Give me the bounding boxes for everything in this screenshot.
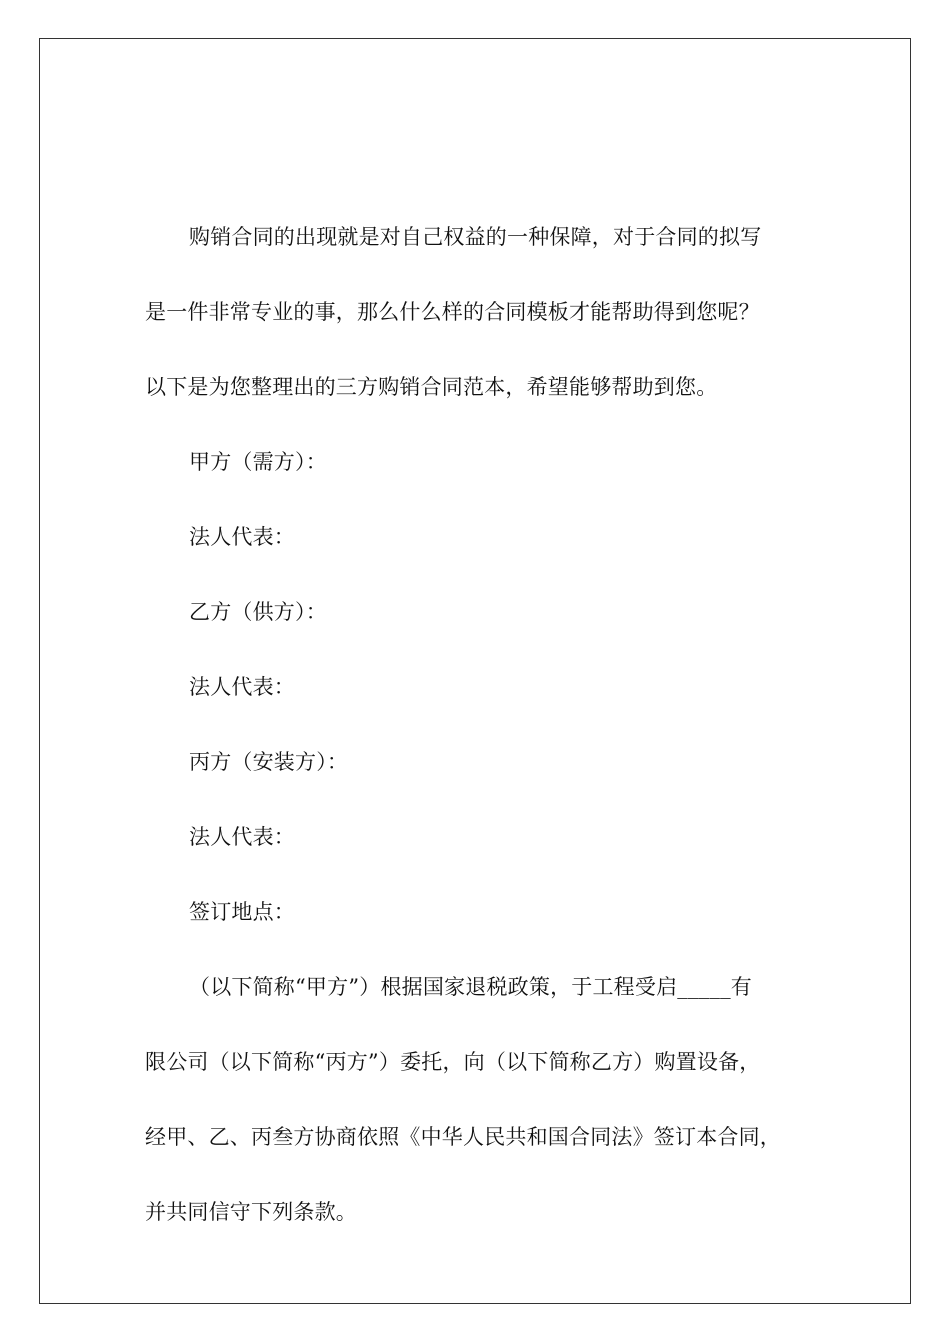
body-line-4: 并共同信守下列条款。 <box>145 1200 357 1224</box>
intro-line-1: 购销合同的出现就是对自己权益的一种保障，对于合同的拟写 <box>189 225 762 249</box>
intro-line-2: 是一件非常专业的事，那么什么样的合同模板才能帮助得到您呢？ <box>145 300 760 324</box>
party-a-label: 甲方（需方）： <box>189 450 327 474</box>
party-c-rep-label: 法人代表： <box>189 825 295 849</box>
body-line-2: 限公司（以下简称“丙方”）委托，向（以下简称乙方）购置设备， <box>145 1050 761 1074</box>
sign-place-label: 签订地点： <box>189 900 295 924</box>
party-b-rep-label: 法人代表： <box>189 675 295 699</box>
body-line-1: （以下简称“甲方”）根据国家退税政策，于工程受启_____有 <box>189 975 752 999</box>
body-line-3: 经甲、乙、丙叁方协商依照《中华人民共和国合同法》签订本合同， <box>145 1125 781 1149</box>
party-b-label: 乙方（供方）： <box>189 600 327 624</box>
intro-line-3: 以下是为您整理出的三方购销合同范本，希望能够帮助到您。 <box>145 375 718 399</box>
party-c-label: 丙方（安装方）： <box>189 750 349 774</box>
party-a-rep-label: 法人代表： <box>189 525 295 549</box>
document-content <box>145 200 810 1250</box>
